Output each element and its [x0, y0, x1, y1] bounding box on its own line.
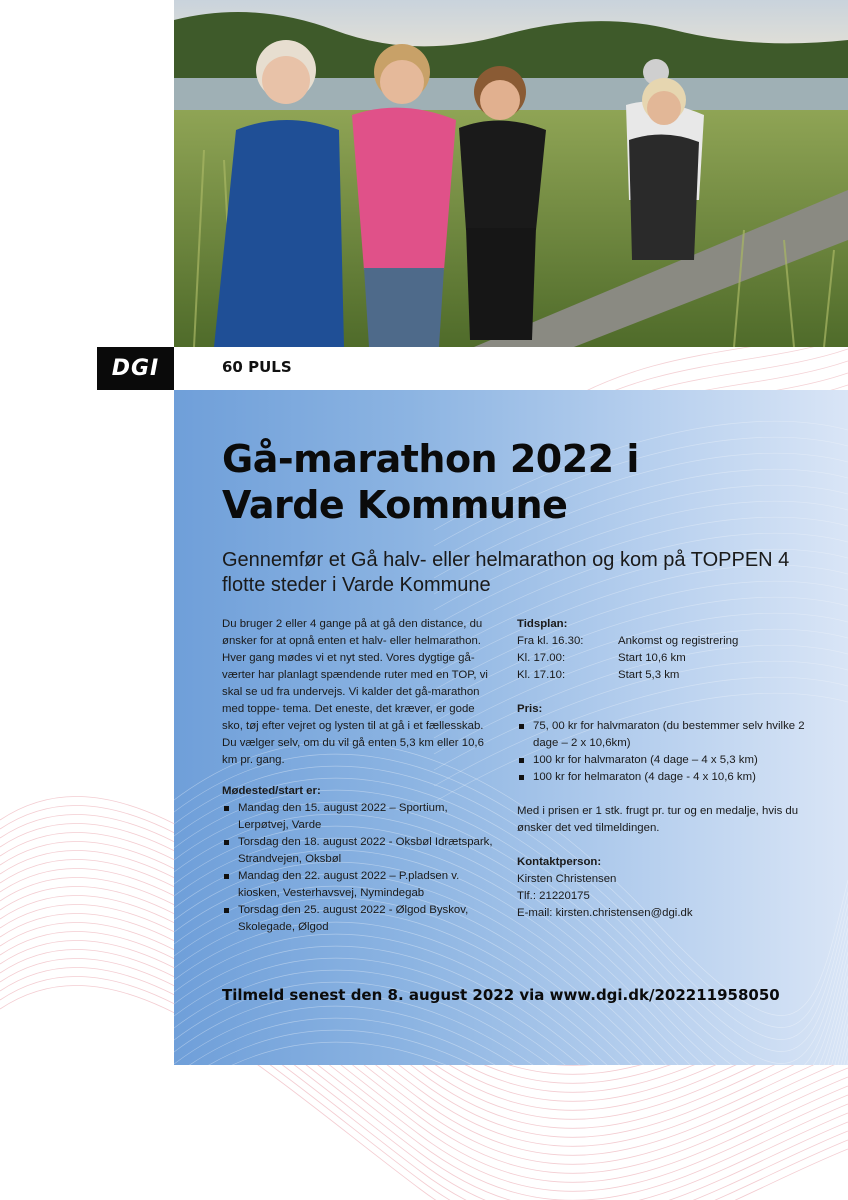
schedule-text: Ankomst og registrering	[618, 635, 739, 647]
meeting-list	[222, 800, 497, 936]
price-list	[517, 718, 807, 786]
dgi-logo-text: DGI	[111, 356, 160, 381]
schedule-row	[517, 633, 807, 650]
page-subtitle: Gennemfør et Gå halv- eller helmarathon og kom på TOPPEN 4 flotte steder i Varde Kommune	[222, 549, 790, 596]
contact-heading: Kontaktperson:	[517, 856, 602, 868]
schedule-row	[517, 667, 807, 684]
list-item: Mandag den 15. august 2022 – Sportium, Lerpøtvej, Varde	[222, 800, 497, 834]
category-label: 60 PULS	[222, 358, 292, 376]
right-column	[517, 616, 807, 922]
schedule-row	[517, 650, 807, 667]
schedule-text: Start 10,6 km	[618, 652, 686, 664]
price-heading: Pris:	[517, 703, 543, 715]
contact-name: Kirsten Christensen	[517, 873, 617, 885]
list-item: Torsdag den 18. august 2022 - Oksbøl Idrætspark, Strandvejen, Oksbøl	[222, 834, 497, 868]
intro-paragraph: Du bruger 2 eller 4 gange på at gå den distance, du ønsker for at opnå enten et halv- eller helmarathon. Hver gang mødes vi et nyt sted. Vores dygtige gå-værter har planlagt spændende ruter med en TOP, vi skal se ud fra undervejs. Vi kalder det gå-marathon med toppe- tema. Det eneste, det kræver, er gode sko, tøj efter vejret og lysten til at gå i et fællesskab. Du vælger selv, om du vil gå enten 5,3 km eller 10,6 km pr. gang.	[222, 618, 488, 766]
schedule-text: Start 5,3 km	[618, 669, 680, 681]
list-item: 75, 00 kr for halvmaraton (du bestemmer selv hvilke 2 dage – 2 x 10,6km)	[517, 718, 807, 752]
list-item: Torsdag den 25. august 2022 - Ølgod Byskov, Skolegade, Ølgod	[222, 902, 497, 936]
contact-phone: Tlf.: 21220175	[517, 890, 590, 902]
price-note: Med i prisen er 1 stk. frugt pr. tur og en medalje, hvis du ønsker det ved tilmeldingen.	[517, 805, 799, 834]
contact-email: E-mail: kirsten.christensen@dgi.dk	[517, 907, 693, 919]
schedule-heading: Tidsplan:	[517, 618, 568, 630]
signup-line: Tilmeld senest den 8. august 2022 via www.dgi.dk/202211958050	[222, 986, 780, 1004]
schedule-time: Kl. 17.00:	[517, 652, 566, 664]
list-item: Mandag den 22. august 2022 – P.pladsen v. kiosken, Vesterhavsvej, Nymindegab	[222, 868, 497, 902]
meeting-heading: Mødested/start er:	[222, 785, 321, 797]
schedule-time: Fra kl. 16.30:	[517, 635, 584, 647]
left-column	[222, 616, 497, 936]
dgi-logo	[97, 347, 174, 390]
hero-photo	[174, 0, 848, 347]
page-title: Gå-marathon 2022 i Varde Kommune	[222, 437, 639, 527]
list-item: 100 kr for halvmaraton (4 dage – 4 x 5,3 km)	[517, 752, 807, 769]
list-item: 100 kr for helmaraton (4 dage - 4 x 10,6 km)	[517, 769, 807, 786]
schedule-time: Kl. 17.10:	[517, 669, 566, 681]
